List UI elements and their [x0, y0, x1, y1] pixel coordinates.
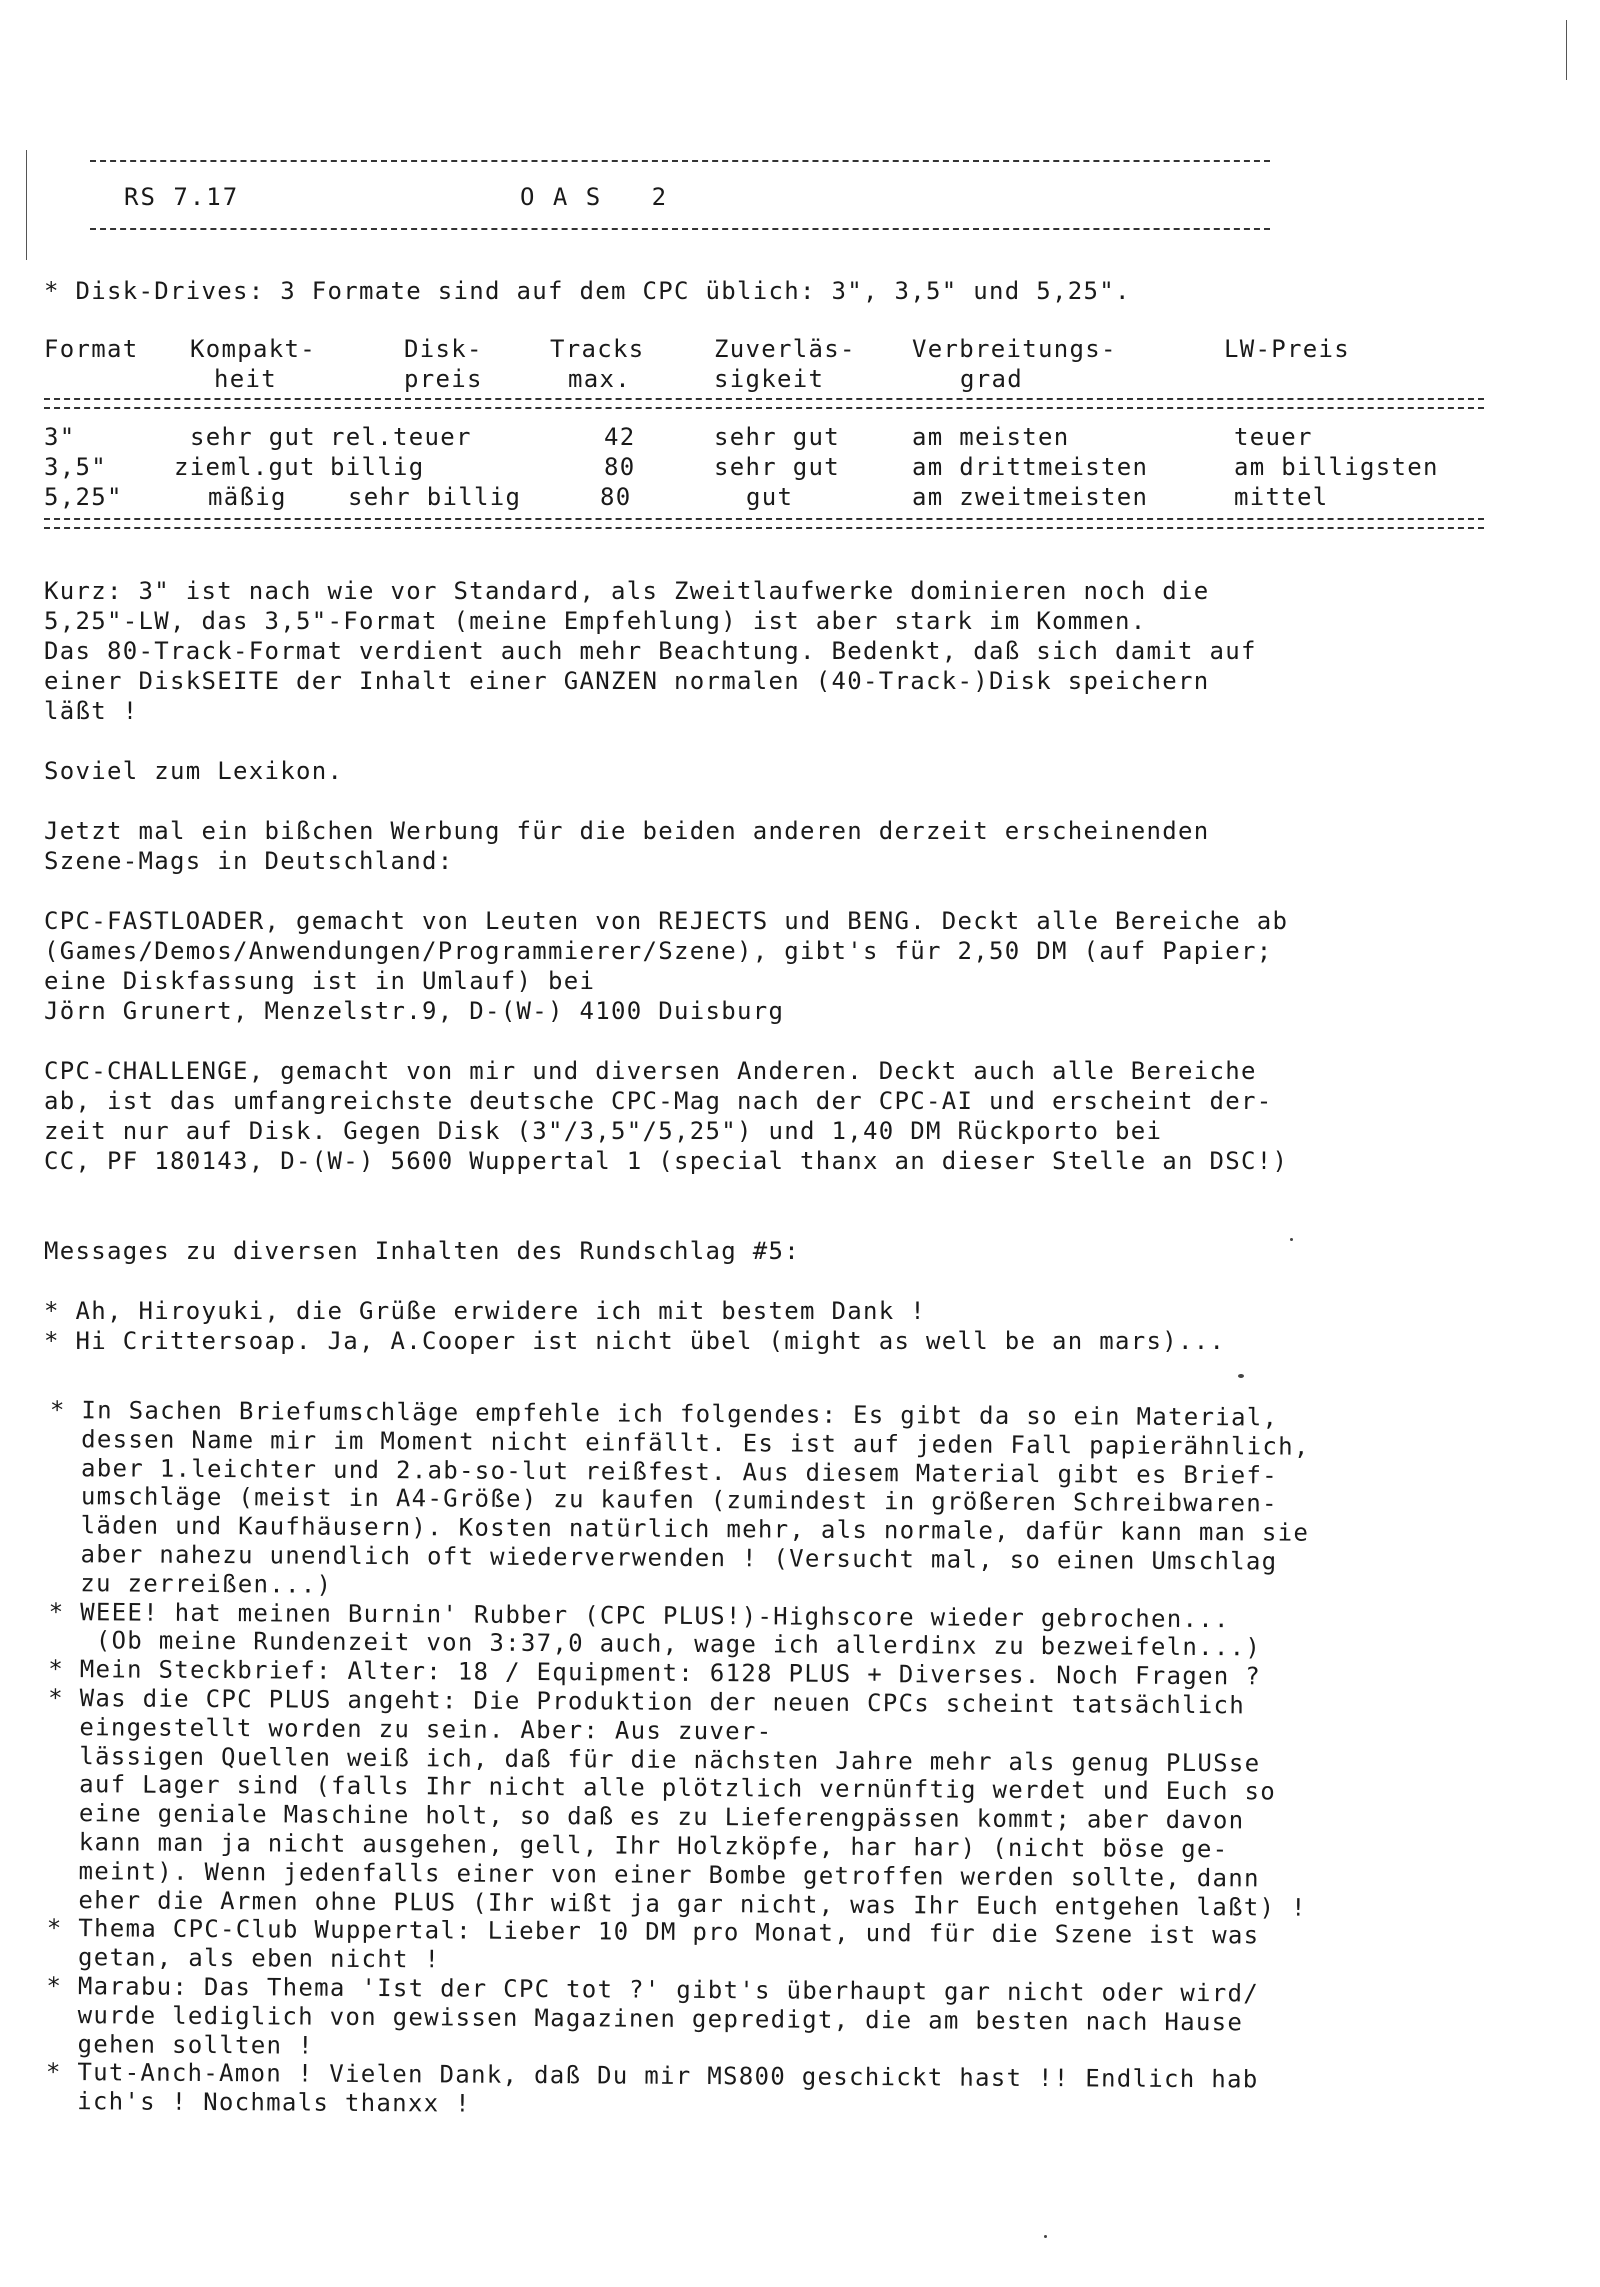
intro-line: * Disk-Drives: 3 Formate sind auf dem CPC üblich: 3", 3,5" und 5,25".	[44, 277, 1131, 305]
text-line: zeit nur auf Disk. Gegen Disk (3"/3,5"/5,25") und 1,40 DM Rückporto bei	[44, 1117, 1163, 1145]
col-header-verbreitungsgrad: Verbreitungs- grad	[912, 335, 1117, 393]
list-item: umschläge (meist in A4-Größe) zu kaufen (zumindest in größeren Schreibwaren-	[49, 1482, 1278, 1518]
scan-speck	[1238, 1374, 1244, 1378]
list-item: eingestellt worden zu sein. Aber: Aus zuver-	[47, 1712, 773, 1746]
list-item: (Ob meine Rundenzeit von 3:37,0 auch, wage ich allerdinx zu bezweifeln...)	[48, 1626, 1262, 1662]
paragraph-kurz	[44, 576, 1554, 726]
cell-diskpreis: rel.teuer	[330, 423, 472, 451]
cell-format: 5,25"	[44, 483, 123, 511]
cell-kompaktheit: sehr gut	[190, 423, 316, 451]
list-item: * In Sachen Briefumschläge empfehle ich folgendes: Es gibt da so ein Material,	[49, 1396, 1279, 1432]
paragraph-challenge	[44, 1056, 1554, 1176]
disk-format-table	[44, 334, 1544, 564]
text-line: Messages zu diversen Inhalten des Rundschlag #5:	[44, 1237, 800, 1265]
cell-verbreitungsgrad: am zweitmeisten	[912, 483, 1149, 511]
list-item: eher die Armen ohne PLUS (Ihr wißt ja gar nicht, was Ihr Euch entgehen laßt) !	[46, 1885, 1307, 1922]
list-item: lässigen Quellen weiß ich, daß für die nächsten Jahre mehr als genug PLUSse	[47, 1741, 1261, 1777]
cell-lw-preis: mittel	[1234, 483, 1329, 511]
list-item: * WEEE! hat meinen Burnin' Rubber (CPC PLUS!)-Highscore wieder gebrochen...	[48, 1597, 1230, 1633]
list-item: * Thema CPC-Club Wuppertal: Lieber 10 DM pro Monat, und für die Szene ist was	[46, 1914, 1260, 1950]
header-title: O A S 2	[520, 183, 669, 211]
list-item: gehen sollten !	[45, 2029, 314, 2060]
list-item: eine geniale Maschine holt, so daß es zu Lieferengpässen kommt; aber davon	[47, 1799, 1245, 1835]
list-item: * Marabu: Das Thema 'Ist der CPC tot ?' gibt's überhaupt gar nicht oder wird/	[46, 1971, 1260, 2008]
messages-long	[46, 1396, 1560, 2125]
list-item: wurde lediglich von gewissen Magazinen gepredigt, die am besten nach Hause	[46, 2000, 1244, 2037]
list-item: aber 1.leichter und 2.ab-so-lut reißfest. Aus diesem Material gibt es Brief-	[49, 1453, 1279, 1490]
header-rule-top	[90, 160, 1270, 162]
text-line: eine Diskfassung ist in Umlauf) bei	[44, 967, 596, 995]
list-item: läden und Kaufhäusern). Kosten natürlich mehr, als normale, dafür kann man sie	[49, 1511, 1310, 1547]
messages-short	[44, 1296, 1554, 1356]
scan-margin-mark	[26, 150, 27, 260]
cell-verbreitungsgrad: am meisten	[912, 423, 1070, 451]
list-item: * Hi Crittersoap. Ja, A.Cooper ist nicht übel (might as well be an mars)...	[44, 1327, 1226, 1355]
col-header-format: Format	[44, 335, 139, 363]
table-rule-bottom	[44, 518, 1484, 529]
messages-heading	[44, 1236, 1554, 1266]
text-line: einer DiskSEITE der Inhalt einer GANZEN normalen (40-Track-)Disk speichern	[44, 667, 1210, 695]
cell-lw-preis: am billigsten	[1234, 453, 1439, 481]
list-item: zu zerreißen...)	[48, 1568, 333, 1599]
cell-zuverlaessigkeit: sehr gut	[714, 423, 840, 451]
text-line: Soviel zum Lexikon.	[44, 757, 344, 785]
table-rule-top	[44, 398, 1484, 409]
list-item: dessen Name mir im Moment nicht einfällt. Es ist auf jeden Fall papierähnlich,	[49, 1424, 1310, 1461]
col-header-tracks: Tracks max.	[550, 335, 645, 393]
cell-format: 3,5"	[44, 453, 107, 481]
cell-zuverlaessigkeit: gut	[746, 483, 794, 511]
list-item: ich's ! Nochmals thanxx !	[45, 2087, 472, 2118]
header-ref: RS 7.17	[124, 183, 240, 211]
cell-diskpreis: billig	[330, 453, 425, 481]
text-line: CPC-FASTLOADER, gemacht von Leuten von REJECTS und BENG. Deckt alle Bereiche ab	[44, 907, 1289, 935]
text-line: 5,25"-LW, das 3,5"-Format (meine Empfehlung) ist aber stark im Kommen.	[44, 607, 1147, 635]
cell-tracks: 80	[604, 453, 636, 481]
cell-diskpreis: sehr billig	[348, 483, 522, 511]
scan-margin-mark	[1566, 20, 1567, 80]
list-item: getan, als eben nicht !	[46, 1943, 441, 1974]
scan-speck	[1044, 2235, 1047, 2238]
list-item: * Was die CPC PLUS angeht: Die Produktion der neuen CPCs scheint tatsächlich	[48, 1683, 1246, 1720]
text-line: Das 80-Track-Format verdient auch mehr Beachtung. Bedenkt, daß sich damit auf	[44, 637, 1257, 665]
list-item: * Tut-Anch-Amon ! Vielen Dank, daß Du mir MS800 geschickt hast !! Endlich hab	[45, 2058, 1259, 2094]
text-line: Kurz: 3" ist nach wie vor Standard, als Zweitlaufwerke dominieren noch die	[44, 577, 1210, 605]
col-header-kompaktheit: Kompakt- heit	[190, 335, 316, 393]
cell-lw-preis: teuer	[1234, 423, 1313, 451]
cell-kompaktheit: zieml.gut	[174, 453, 316, 481]
cell-verbreitungsgrad: am drittmeisten	[912, 453, 1149, 481]
col-header-diskpreis: Disk- preis	[404, 335, 483, 393]
text-line: CC, PF 180143, D-(W-) 5600 Wuppertal 1 (special thanx an dieser Stelle an DSC!)	[44, 1147, 1289, 1175]
paragraph-fastloader	[44, 906, 1554, 1026]
text-line: läßt !	[44, 697, 139, 725]
list-item: * Ah, Hiroyuki, die Grüße erwidere ich mit bestem Dank !	[44, 1297, 926, 1325]
cell-zuverlaessigkeit: sehr gut	[714, 453, 840, 481]
text-line: Szene-Mags in Deutschland:	[44, 847, 454, 875]
list-item: auf Lager sind (falls Ihr nicht alle plötzlich vernünftig werdet und Euch so	[47, 1770, 1277, 1806]
col-header-lw-preis: LW-Preis	[1224, 335, 1350, 363]
cell-tracks: 42	[604, 423, 636, 451]
text-line: CPC-CHALLENGE, gemacht von mir und diversen Anderen. Deckt auch alle Bereiche	[44, 1057, 1257, 1085]
cell-format: 3"	[44, 423, 76, 451]
header-rule-bottom	[90, 228, 1270, 230]
col-header-zuverlaessigkeit: Zuverläs- sigkeit	[714, 335, 856, 393]
text-line: Jörn Grunert, Menzelstr.9, D-(W-) 4100 Duisburg	[44, 997, 785, 1025]
paragraph-werbung	[44, 816, 1554, 876]
cell-kompaktheit: mäßig	[208, 483, 287, 511]
list-item: kann man ja nicht ausgehen, gell, Ihr Holzköpfe, har har) (nicht böse ge-	[47, 1827, 1229, 1864]
cell-tracks: 80	[600, 483, 632, 511]
list-item: * Mein Steckbrief: Alter: 18 / Equipment: 6128 PLUS + Diverses. Noch Fragen ?	[48, 1655, 1262, 1691]
list-item: meint). Wenn jedenfalls einer von einer Bombe getroffen werden sollte, dann	[47, 1856, 1260, 1893]
text-line: ab, ist das umfangreichste deutsche CPC-Mag nach der CPC-AI und erscheint der-	[44, 1087, 1273, 1115]
text-line: (Games/Demos/Anwendungen/Programmierer/Szene), gibt's für 2,50 DM (auf Papier;	[44, 937, 1273, 965]
paragraph-soviel	[44, 756, 1554, 786]
text-line: Jetzt mal ein bißchen Werbung für die beiden anderen derzeit erscheinenden	[44, 817, 1210, 845]
list-item: aber nahezu unendlich oft wiederverwenden ! (Versucht mal, so einen Umschlag	[48, 1539, 1278, 1576]
